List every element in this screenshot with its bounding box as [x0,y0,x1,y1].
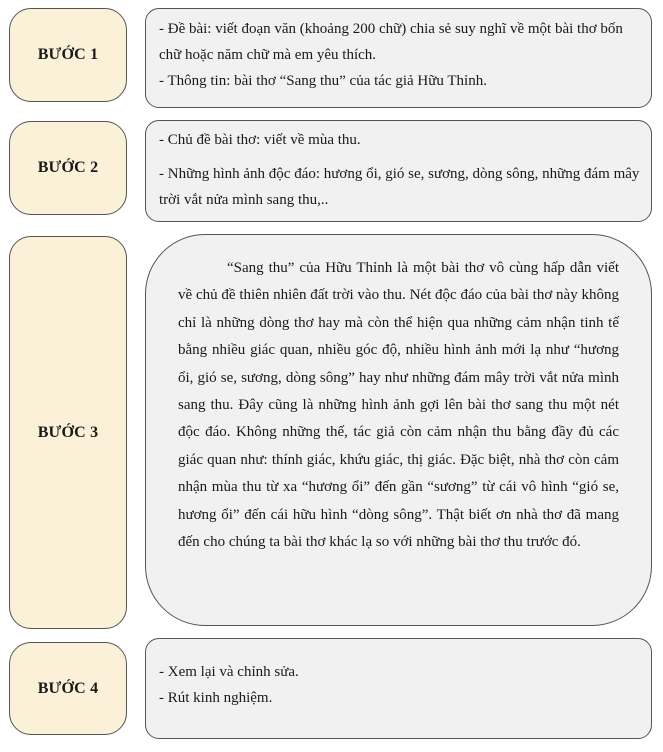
step-2-content [145,120,652,222]
step-4-content [145,638,652,739]
step-3-label: BƯỚC 3 [9,236,127,629]
step-3-paragraph: “Sang thu” của Hữu Thỉnh là một bài thơ vô cùng hấp dẫn viết về chủ đề thiên nhiên đất trời vào thu. Nét độc đáo của bài thơ này không chỉ là những dòng thơ hay mà còn thể hiện qua những cảm nhận tinh tế bằng nhiều giác quan, nhiều góc độ, nhiều hình ảnh mới lạ như “hương ổi, gió se, sương, dòng sông” hay như những đám mây trời vắt nửa mình sang thu. Đây cũng là những hình ảnh gợi lên bài thơ sang thu một nét độc đáo. Không những thế, tác giả còn cảm nhận thu bằng đầy đủ các giác quan như: thính giác, khứu giác, thị giác. Đặc biệt, nhà thơ còn cảm nhận mùa thu từ xa “hương ổi” đến gần “sương” từ cái vô hình “gió se, hương ổi” đến cái hữu hình “dòng sông”. Thật biết ơn nhà thơ đã mang đến cho chúng ta bài thơ khác lạ so với những bài thơ thu trước đó. [178,260,619,551]
step-4-line-1: - Xem lại và chỉnh sửa. [159,664,299,680]
step-1-content [145,8,652,108]
step-2-label: BƯỚC 2 [9,121,127,215]
step-4-label: BƯỚC 4 [9,642,127,735]
step-4-line-2: - Rút kinh nghiệm. [159,690,273,706]
step-2-line-1: - Chủ đề bài thơ: viết về mùa thu. [159,132,361,148]
step-1-label: BƯỚC 1 [9,8,127,102]
step-2-line-2: - Những hình ảnh độc đáo: hương ổi, gió se, sương, dòng sông, những đám mây trời vắt nửa mình sang thu,.. [159,166,640,208]
step-3-content [145,234,652,626]
step-1-line-1: - Đề bài: viết đoạn văn (khoảng 200 chữ) chia sẻ suy nghĩ về một bài thơ bốn chữ hoặc năm chữ mà em yêu thích. [159,21,623,63]
step-1-line-2: - Thông tin: bài thơ “Sang thu” của tác giả Hữu Thỉnh. [159,73,487,89]
